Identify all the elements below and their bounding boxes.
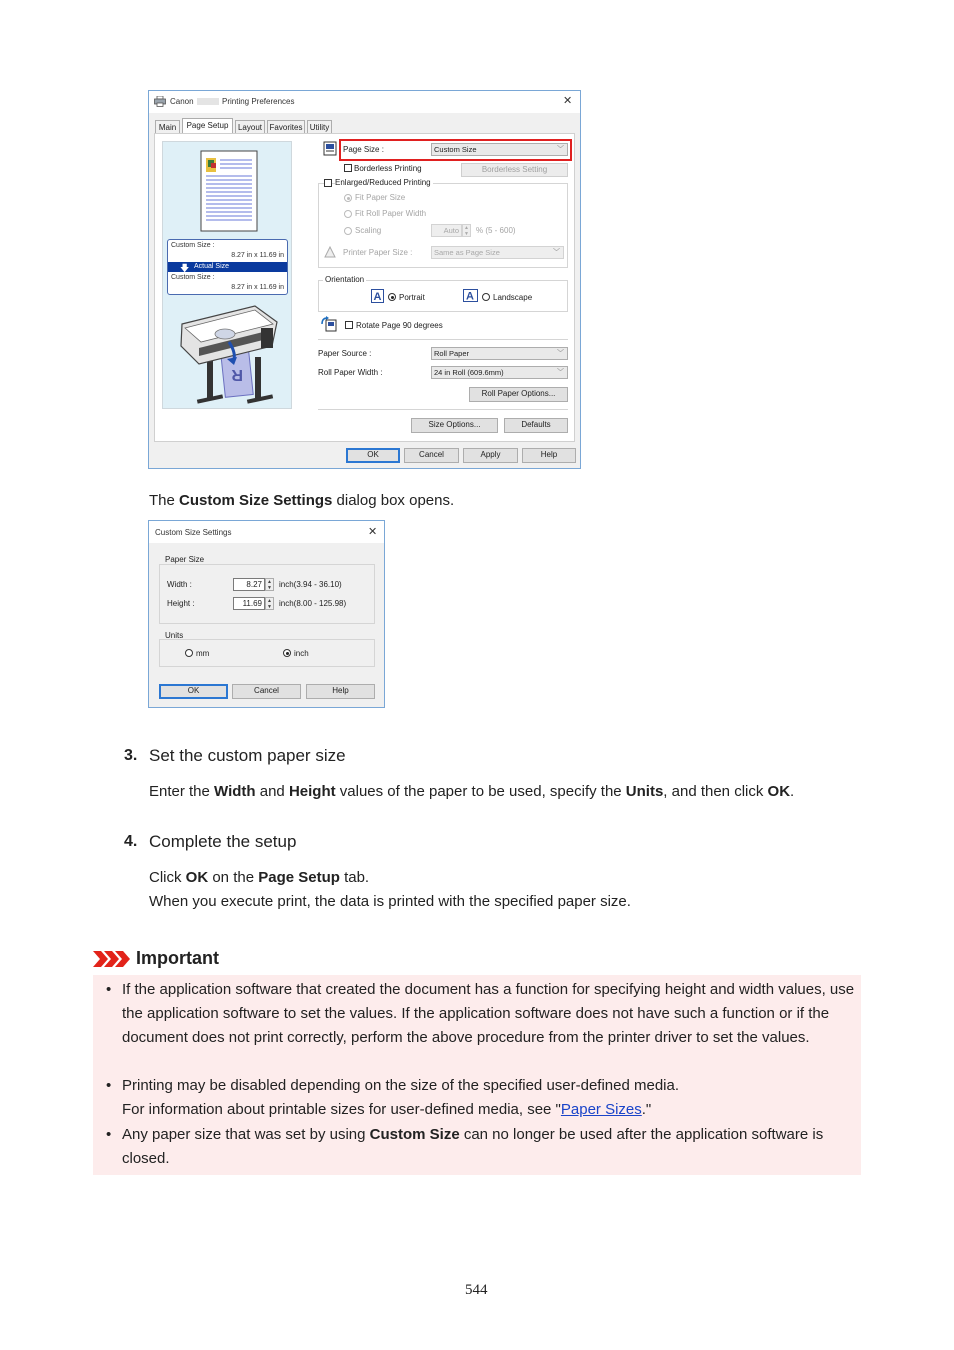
portrait-radio[interactable] — [388, 293, 396, 301]
rotate-page-label: Rotate Page 90 degrees — [356, 321, 443, 330]
paper-source-select[interactable] — [431, 347, 568, 360]
important-item-3-text — [122, 1123, 862, 1171]
width-input[interactable] — [233, 578, 265, 591]
height-label: Height : — [167, 599, 195, 608]
borderless-label: Borderless Printing — [354, 164, 422, 173]
defaults-button[interactable]: Defaults — [504, 418, 568, 433]
portrait-label: Portrait — [399, 293, 425, 302]
close-icon[interactable]: ✕ — [368, 526, 378, 538]
tab-page-setup[interactable]: Page Setup — [182, 118, 233, 133]
preview-custom-size-label-1: Custom Size : — [171, 242, 215, 249]
ok-button[interactable]: OK — [346, 448, 400, 463]
bullet: • — [106, 1077, 112, 1094]
preview-size-value-1: 8.27 in x 11.69 in — [231, 252, 284, 259]
enlarged-reduced-checkbox[interactable] — [324, 179, 332, 187]
dialog-titlebar — [149, 521, 384, 543]
scaling-range: % (5 - 600) — [476, 226, 516, 235]
caption-text: The — [149, 492, 180, 509]
width-value: 8.27 — [246, 580, 262, 589]
inch-label: inch — [294, 649, 309, 658]
custom-size-settings-dialog — [148, 520, 385, 708]
important-item-3-pre: Any paper size that was set by using — [122, 1126, 370, 1143]
paper-source-value: Roll Paper — [434, 349, 470, 358]
rotate-page-checkbox[interactable] — [345, 321, 353, 329]
redacted-model-name — [197, 98, 219, 105]
step-3-instruction — [149, 780, 794, 804]
important-item-1-text: If the application software that created the document has a function for specifying height and width values, use the application software to set the values. If the application software does not have such a function or if the document does not print correctly, perform the above procedure from the printer driver to set the values. — [122, 981, 855, 1046]
tab-main[interactable]: Main — [155, 120, 180, 133]
tab-layout[interactable]: Layout — [235, 120, 265, 133]
width-label: Width : — [167, 580, 192, 589]
portrait-icon — [371, 289, 384, 303]
roll-paper-width-value: 24 in Roll (609.6mm) — [434, 368, 504, 377]
paper-size-group — [159, 564, 375, 624]
mm-label: mm — [196, 649, 210, 658]
printer-paper-size-label: Printer Paper Size : — [343, 248, 413, 257]
step-3-title: Set the custom paper size — [149, 746, 346, 765]
step-3-text: Enter the — [149, 783, 215, 800]
scaling-value: Auto — [443, 226, 459, 235]
inch-radio[interactable] — [283, 649, 291, 657]
width-spinner[interactable]: ▲ ▼ — [265, 578, 274, 591]
page-size-value: Custom Size — [434, 145, 477, 154]
important-item-2-line-2: For information about printable sizes for user-defined media, see " — [122, 1101, 561, 1118]
height-range: inch(8.00 - 125.98) — [279, 599, 347, 608]
borderless-setting-button[interactable]: Borderless Setting — [461, 163, 568, 177]
step-3-bold: Units — [625, 783, 664, 800]
tab-strip — [155, 120, 575, 134]
caption-bold: Custom Size Settings — [179, 492, 333, 509]
chevron-down-icon: ﹀ — [553, 249, 560, 256]
actual-size-bar — [168, 262, 287, 272]
separator — [318, 339, 568, 340]
step-4-title: Complete the setup — [149, 832, 297, 851]
chevron-down-icon: ﹀ — [557, 369, 564, 376]
step-3-text: , and then click — [663, 783, 768, 800]
step-3-text: values of the paper to be used, specify the — [335, 783, 626, 800]
step-4-number: 4. — [124, 833, 138, 850]
printer-icon — [154, 96, 166, 107]
ok-button[interactable]: OK — [159, 684, 228, 699]
cancel-button[interactable]: Cancel — [404, 448, 459, 463]
scaling-label: Scaling — [355, 226, 382, 235]
step-3-bold: OK — [767, 783, 791, 800]
height-spinner[interactable]: ▲ ▼ — [265, 597, 274, 610]
separator — [318, 409, 568, 410]
step-3-text: and — [255, 783, 289, 800]
fit-paper-size-radio[interactable] — [344, 194, 352, 202]
important-arrow-icon — [93, 950, 131, 968]
step-4-bold: Page Setup — [258, 869, 340, 886]
large-format-printer-illustration — [177, 302, 281, 406]
landscape-icon — [463, 289, 478, 302]
printing-preferences-dialog — [148, 90, 581, 469]
page-number: 544 — [465, 1282, 488, 1298]
height-input[interactable] — [233, 597, 265, 610]
printer-paper-size-select[interactable] — [431, 246, 564, 259]
step-4-text: tab. — [339, 869, 370, 886]
fit-roll-paper-width-label: Fit Roll Paper Width — [355, 209, 427, 218]
roll-paper-options-button[interactable]: Roll Paper Options... — [469, 387, 568, 402]
cancel-button[interactable]: Cancel — [232, 684, 301, 699]
bullet: • — [106, 981, 112, 998]
dialog-title: Printing Preferences — [222, 97, 295, 106]
paper-sizes-link[interactable]: Paper Sizes — [560, 1101, 642, 1118]
step-3-number: 3. — [124, 747, 138, 764]
fit-roll-paper-width-radio[interactable] — [344, 210, 352, 218]
paper-size-group-label: Paper Size — [165, 555, 205, 564]
important-heading: Important — [136, 948, 219, 968]
close-icon[interactable]: ✕ — [563, 95, 573, 107]
step-4-line-2: When you execute print, the data is printed with the specified paper size. — [149, 893, 631, 910]
bullet: • — [106, 1126, 112, 1143]
preview-custom-size-label-2: Custom Size : — [171, 274, 215, 281]
tab-favorites[interactable]: Favorites — [267, 120, 305, 133]
rotate-page-icon — [321, 316, 337, 332]
scaling-input[interactable] — [431, 224, 462, 237]
page-size-select[interactable] — [431, 143, 568, 156]
chevron-down-icon: ﹀ — [557, 350, 564, 357]
scaling-radio[interactable] — [344, 227, 352, 235]
height-value: 11.69 — [242, 599, 262, 608]
caption-text: dialog box opens. — [332, 492, 455, 509]
apply-button[interactable]: Apply — [463, 448, 518, 463]
preview-actual-size: Actual Size — [194, 263, 230, 270]
step-4-bold: OK — [185, 869, 209, 886]
roll-paper-width-label: Roll Paper Width : — [318, 368, 383, 377]
step-4-line-1 — [149, 866, 369, 890]
important-item-2-line-2-end: ." — [641, 1101, 652, 1118]
preview-size-value-2: 8.27 in x 11.69 in — [231, 284, 284, 291]
landscape-label: Landscape — [493, 293, 533, 302]
important-item-3-bold: Custom Size — [369, 1126, 460, 1143]
chevron-down-icon: ﹀ — [557, 146, 564, 153]
step-4-text: on the — [208, 869, 259, 886]
printer-paper-size-value: Same as Page Size — [434, 248, 500, 257]
step-3-bold: Height — [288, 783, 336, 800]
fit-paper-size-label: Fit Paper Size — [355, 193, 406, 202]
important-item-3-post: can no longer be used after the application software is closed. — [122, 1126, 824, 1167]
units-group-label: Units — [165, 631, 184, 640]
roll-paper-width-select[interactable] — [431, 366, 568, 379]
important-item-2-text — [122, 1074, 862, 1122]
page-size-icon — [323, 141, 337, 156]
borderless-checkbox[interactable] — [344, 164, 352, 172]
scaling-spinner[interactable]: ▲ ▼ — [462, 224, 471, 237]
preview-size-info — [167, 239, 288, 295]
down-arrow-icon: 🡇 — [180, 263, 190, 273]
tab-utility[interactable]: Utility — [307, 120, 332, 133]
page-preview-icon — [200, 150, 258, 232]
printer-paper-size-icon — [323, 245, 337, 258]
paper-source-label: Paper Source : — [318, 349, 372, 358]
step-4-text: Click — [149, 869, 186, 886]
page-size-label: Page Size : — [343, 145, 384, 154]
help-button[interactable]: Help — [522, 448, 576, 463]
enlarged-reduced-label: Enlarged/Reduced Printing — [335, 178, 431, 187]
preview-area — [162, 141, 292, 409]
dialog-titlebar — [149, 91, 580, 113]
dialog-title-prefix: Canon — [170, 97, 194, 106]
help-button[interactable]: Help — [306, 684, 375, 699]
width-range: inch(3.94 - 36.10) — [279, 580, 342, 589]
svg-text:A: A — [373, 291, 382, 303]
svg-text:A: A — [466, 290, 474, 302]
mm-radio[interactable] — [185, 649, 193, 657]
custom-size-caption — [149, 489, 454, 513]
orientation-label: Orientation — [325, 275, 365, 284]
important-item-2-line-1: Printing may be disabled depending on the size of the specified user-defined media. — [122, 1077, 680, 1094]
step-3-text: . — [790, 783, 795, 800]
landscape-radio[interactable] — [482, 293, 490, 301]
size-options-button[interactable]: Size Options... — [411, 418, 498, 433]
step-3-bold: Width — [214, 783, 256, 800]
svg-text:R: R — [231, 366, 243, 383]
dialog-title: Custom Size Settings — [155, 528, 232, 537]
